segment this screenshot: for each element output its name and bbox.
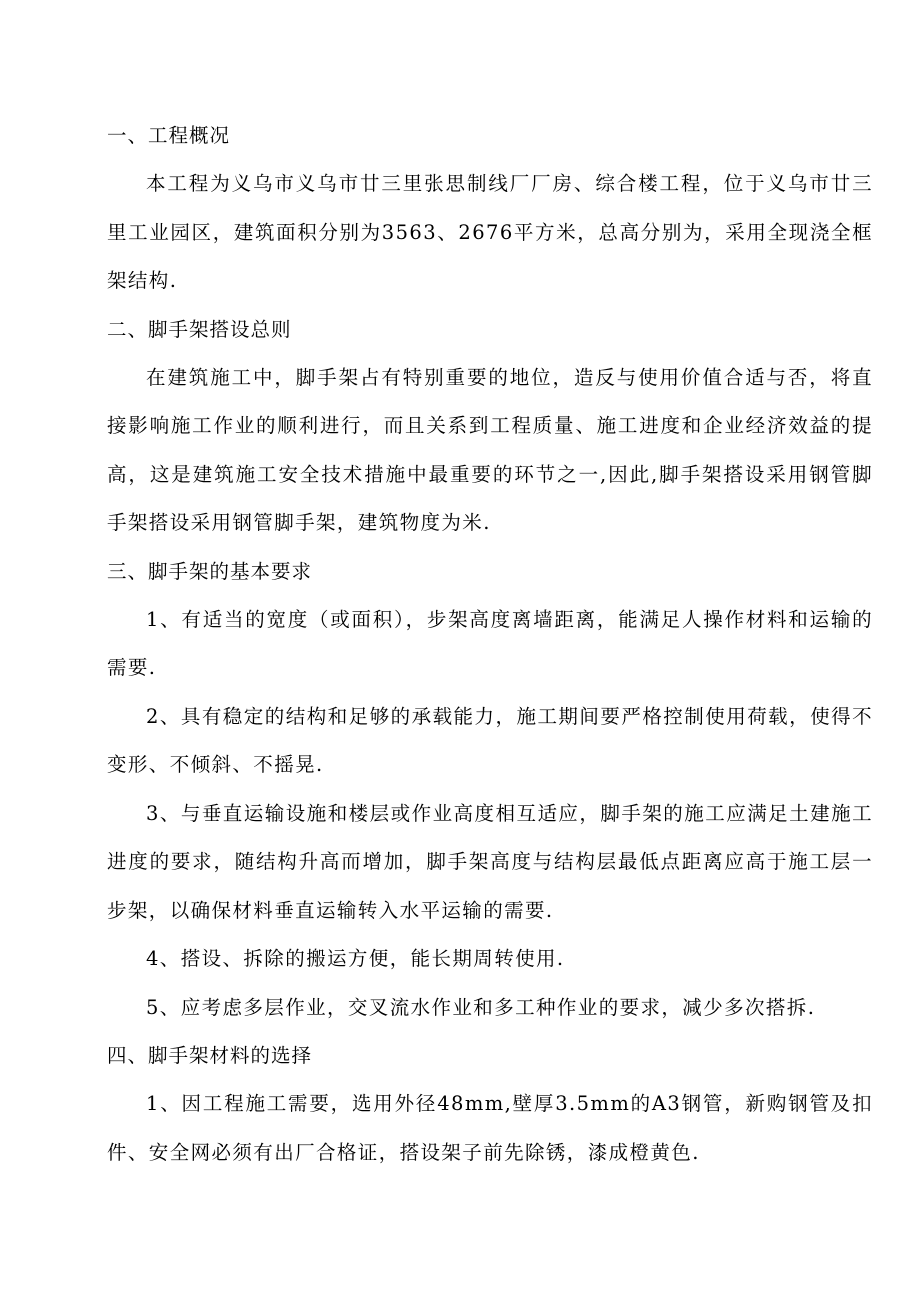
requirement-item-5: 5、应考虑多层作业，交叉流水作业和多工种作业的要求，减少多次搭拆.: [146, 995, 816, 1019]
requirement-item-2: 2、具有稳定的结构和足够的承载能力，施工期间要严格控制使用荷载，使得不变形、不倾斜、不摇晃.: [107, 704, 873, 776]
requirement-item-3: 3、与垂直运输设施和楼层或作业高度相互适应，脚手架的施工应满足土建施工进度的要求，随结构升高而增加，脚手架高度与结构层最低点距离应高于施工层一步架，以确保材料垂直运输转入水平运输的需要.: [107, 801, 873, 922]
section-heading-overview: 一、工程概况: [107, 124, 231, 147]
document-body: [107, 112, 873, 1177]
section-heading-basic-requirements: 三、脚手架的基本要求: [107, 559, 313, 583]
section-heading-material-selection: 四、脚手架材料的选择: [107, 1044, 313, 1067]
principles-paragraph: 在建筑施工中，脚手架占有特别重要的地位，造反与使用价值合适与否，将直接影响施工作业的顺利进行，而且关系到工程质量、施工进度和企业经济效益的提高，这是建筑施工安全技术措施中最重要的环节之一,因此,脚手架搭设采用钢管脚手架搭设采用钢管脚手架，建筑物度为米.: [107, 365, 873, 534]
requirement-item-4: 4、搭设、拆除的搬运方便，能长期周转使用.: [146, 947, 565, 970]
section-heading-scaffold-principles: 二、脚手架搭设总则: [107, 317, 292, 341]
material-item-1: 1、因工程施工需要，选用外径48mm,壁厚3.5mm的A3钢管，新购钢管及扣件、安全网必须有出厂合格证，搭设架子前先除锈，漆成橙黄色.: [107, 1092, 873, 1164]
requirement-item-1: 1、有适当的宽度（或面积），步架高度离墙距离，能满足人操作材料和运输的需要.: [107, 607, 873, 679]
overview-paragraph: 本工程为义乌市义乌市廿三里张思制线厂厂房、综合楼工程，位于义乌市廿三里工业园区，建筑面积分别为3563、2676平方米，总高分别为，采用全现浇全框架结构.: [107, 172, 873, 292]
